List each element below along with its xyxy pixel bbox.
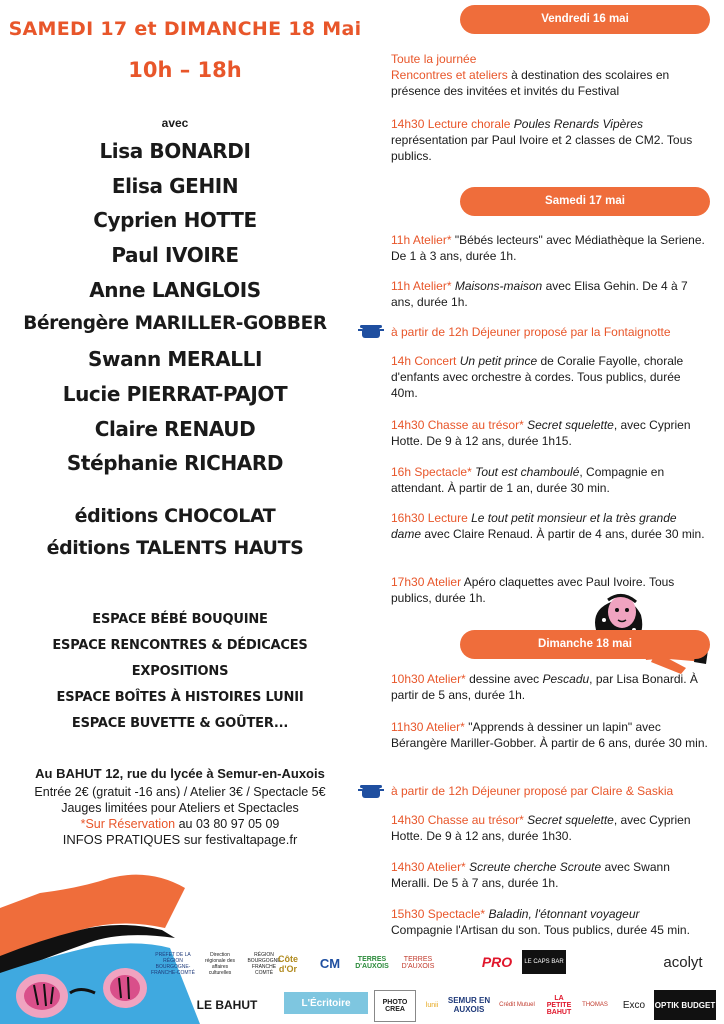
sponsor-logo: SEMUR EN AUXOIS	[447, 996, 491, 1014]
venue-limits: Jauges limitées pour Ateliers et Spectacles	[61, 801, 299, 815]
sponsor-logo: acolyt	[663, 953, 703, 971]
sponsor-logo: Exco	[622, 999, 646, 1011]
event-time: 11h30	[391, 720, 424, 734]
event-sunday-2	[391, 719, 709, 751]
event-sunday-6	[391, 906, 709, 938]
event-saturday-3	[391, 324, 709, 340]
event-time: à partir de 12h	[391, 325, 469, 339]
sponsor-logo: THOMAS	[582, 1002, 608, 1008]
event-text: avec Swann Meralli. De 5 à 7 ans, durée 1h.	[391, 860, 670, 890]
event-text: , Compagnie en attendant. À partir de 1 an, durée 30 min.	[391, 465, 665, 495]
event-work: Pescadu	[542, 672, 590, 686]
author-name: Paul IVOIRE	[111, 243, 239, 268]
event-text: avec Claire Renaud. À partir de 4 ans, durée 30 min.	[424, 527, 705, 541]
event-sunday-4	[391, 812, 709, 844]
event-time: 14h30	[391, 813, 425, 827]
event-text: dessine avec	[469, 672, 540, 686]
sponsor-logo: TERRES D'AUXOIS	[401, 956, 435, 970]
event-time: 16h	[391, 465, 412, 479]
event-sunday-5	[391, 859, 709, 891]
event-friday-2	[391, 116, 709, 164]
event-time: 15h30	[391, 907, 425, 921]
sponsor-logo: PRO	[481, 954, 513, 970]
author-name: Bérengère MARILLER-GOBBER	[23, 313, 327, 335]
event-time: 17h30	[391, 575, 425, 589]
event-time: 14h30	[391, 117, 425, 131]
event-sunday-1	[391, 671, 709, 703]
space-item: ESPACE BUVETTE & GOÛTER...	[71, 716, 289, 731]
event-title: Atelier*	[412, 233, 452, 247]
author-name: Stéphanie RICHARD	[66, 451, 284, 476]
event-work: Tout est chamboulé	[475, 465, 580, 479]
event-text: , avec Cyprien Hotte. De 9 à 12 ans, durée 1h30.	[391, 813, 691, 843]
sponsor-logos	[150, 940, 724, 1024]
event-title: Déjeuner proposé par Claire & Saskia	[471, 784, 674, 798]
event-title: Atelier*	[427, 672, 466, 686]
event-text: "Apprends à dessiner un lapin" avec Bérangère Mariller-Gobber. À partir de 6 ans, durée 30 min.	[391, 720, 708, 750]
event-title: Chasse au trésor*	[427, 813, 524, 827]
author-name: Cyprien HOTTE	[93, 208, 257, 233]
event-time: 11h	[391, 279, 411, 293]
event-title: Spectacle*	[427, 907, 486, 921]
venue-prices: Entrée 2€ (gratuit -16 ans) / Atelier 3€ / Spectacle 5€	[34, 785, 326, 799]
venue-info	[0, 766, 360, 848]
event-title: Lecture	[427, 511, 468, 525]
author-list	[0, 134, 350, 481]
pot-icon	[358, 322, 384, 340]
event-saturday-4	[391, 353, 709, 401]
sponsor-logo: TERRES D'AUXOIS	[355, 956, 389, 970]
venue-reservation	[0, 816, 360, 832]
event-time: 14h	[391, 354, 412, 368]
event-saturday-5	[391, 417, 709, 449]
reservation-phone[interactable]: au 03 80 97 05 09	[178, 817, 280, 831]
event-work: Secret squelette	[527, 418, 614, 432]
event-title: Déjeuner proposé par la Fontaignotte	[471, 325, 671, 339]
author-name: Elisa GEHIN	[111, 173, 239, 198]
sponsor-logo: lunii	[425, 1001, 439, 1009]
space-item: EXPOSITIONS	[131, 664, 229, 679]
event-title: Atelier*	[412, 279, 452, 293]
event-title: Spectacle*	[414, 465, 472, 479]
publisher-name: éditions TALENTS HAUTS	[46, 537, 304, 559]
event-text: Compagnie l'Artisan du son. Tous publics, durée 45 min.	[391, 923, 690, 937]
event-time: 16h30	[391, 511, 425, 525]
event-work: Le tout petit monsieur et la très grande dame	[391, 511, 677, 541]
sponsor-logo: Côte d'Or	[278, 954, 298, 974]
event-title: Concert	[414, 354, 457, 368]
event-friday-1	[391, 51, 709, 99]
venue-infos-link[interactable]: INFOS PRATIQUES sur festivaltapage.fr	[62, 832, 298, 847]
sponsor-logo: PRÉFET DE LA RÉGION BOURGOGNE-FRANCHE-COMTÉ	[151, 952, 195, 976]
festival-hours: 10h – 18h	[128, 58, 242, 82]
author-name: Swann MERALLI	[88, 347, 262, 372]
sponsor-logo: Direction régionale des affaires culturelles	[204, 952, 236, 976]
event-text: avec Elisa Gehin. De 4 à 7 ans, durée 1h.	[391, 279, 688, 309]
sponsor-logo: LE CAPS BAR	[522, 950, 566, 974]
event-title: Atelier	[427, 575, 462, 589]
event-title: Chasse au trésor*	[427, 418, 524, 432]
sponsor-logo: RÉGION BOURGOGNE FRANCHE COMTÉ	[247, 952, 281, 976]
event-saturday-7	[391, 510, 709, 542]
author-name: Claire RENAUD	[94, 416, 256, 441]
event-text: de Coralie Fayolle, chorale d'enfants avec orchestre à cordes. Tous publics, durée 40m.	[391, 354, 684, 400]
sponsor-logo: LE BAHUT	[196, 998, 258, 1012]
event-time: 11h	[391, 233, 411, 247]
event-work: Screute cherche Scroute	[469, 860, 602, 874]
publisher-name: éditions CHOCOLAT	[74, 505, 276, 527]
event-time: 14h30	[391, 860, 425, 874]
event-sunday-3	[391, 783, 709, 799]
event-work: Poules Renards Vipères	[513, 117, 643, 131]
event-text: "Bébés lecteurs" avec Médiathèque la Seriene. De 1 à 3 ans, durée 1h.	[391, 233, 705, 263]
event-text: , avec Cyprien Hotte. De 9 à 12 ans, durée 1h15.	[391, 418, 691, 448]
festival-dates: SAMEDI 17 et DIMANCHE 18 Mai	[8, 18, 362, 40]
event-title: Lecture chorale	[427, 117, 511, 131]
event-title: Atelier*	[427, 860, 466, 874]
event-work: Un petit prince	[459, 354, 538, 368]
venue-address: Au BAHUT 12, rue du lycée à Semur-en-Auxois	[35, 766, 325, 781]
guests-intro: avec	[161, 116, 189, 130]
event-time: Toute la journée	[391, 52, 477, 66]
sponsor-logo: L'Écritoire	[284, 992, 368, 1014]
author-name: Anne LANGLOIS	[89, 277, 261, 302]
event-work: Baladin, l'étonnant voyageur	[488, 907, 640, 921]
event-text: , par Lisa Bonardi. À partir de 5 ans, durée 1h.	[391, 672, 698, 702]
day-header-friday: Vendredi 16 mai	[460, 5, 710, 34]
event-saturday-1	[391, 232, 709, 264]
sponsor-logo: CM	[319, 955, 341, 971]
space-item: ESPACE RENCONTRES & DÉDICACES	[52, 638, 308, 653]
event-time: à partir de 12h	[391, 784, 469, 798]
space-item: ESPACE BÉBÉ BOUQUINE	[92, 612, 268, 627]
event-text: à destination des scolaires en présence des invitées et invités du Festival	[391, 68, 670, 98]
sponsor-logo: OPTIK BUDGET	[654, 990, 716, 1020]
author-name: Lisa BONARDI	[99, 139, 251, 163]
event-text: Apéro claquettes avec Paul Ivoire. Tous publics, durée 1h.	[391, 575, 675, 605]
sponsor-logo: Crédit Mutuel	[499, 1002, 535, 1008]
event-text: représentation par Paul Ivoire et 2 classes de CM2. Tous publics.	[391, 133, 693, 163]
sponsor-logo: LA PETITE BAHUT	[546, 994, 572, 1016]
event-time: 14h30	[391, 418, 425, 432]
event-saturday-2	[391, 278, 709, 310]
event-time: 10h30	[391, 672, 425, 686]
spaces-list	[0, 607, 360, 737]
event-work: Secret squelette	[527, 813, 614, 827]
sponsor-logo: PHOTO CREA	[374, 990, 416, 1022]
day-header-saturday: Samedi 17 mai	[460, 187, 710, 216]
event-work: Maisons-maison	[454, 279, 543, 293]
publisher-list	[0, 500, 350, 564]
day-header-sunday: Dimanche 18 mai	[460, 630, 710, 659]
event-title: Rencontres et ateliers	[391, 68, 508, 82]
space-item: ESPACE BOÎTES À HISTOIRES LUNII	[56, 690, 304, 705]
event-saturday-6	[391, 464, 709, 496]
author-name: Lucie PIERRAT-PAJOT	[62, 381, 288, 406]
reservation-label: *Sur Réservation	[80, 817, 176, 831]
event-title: Atelier*	[426, 720, 465, 734]
pot-icon	[358, 782, 384, 800]
